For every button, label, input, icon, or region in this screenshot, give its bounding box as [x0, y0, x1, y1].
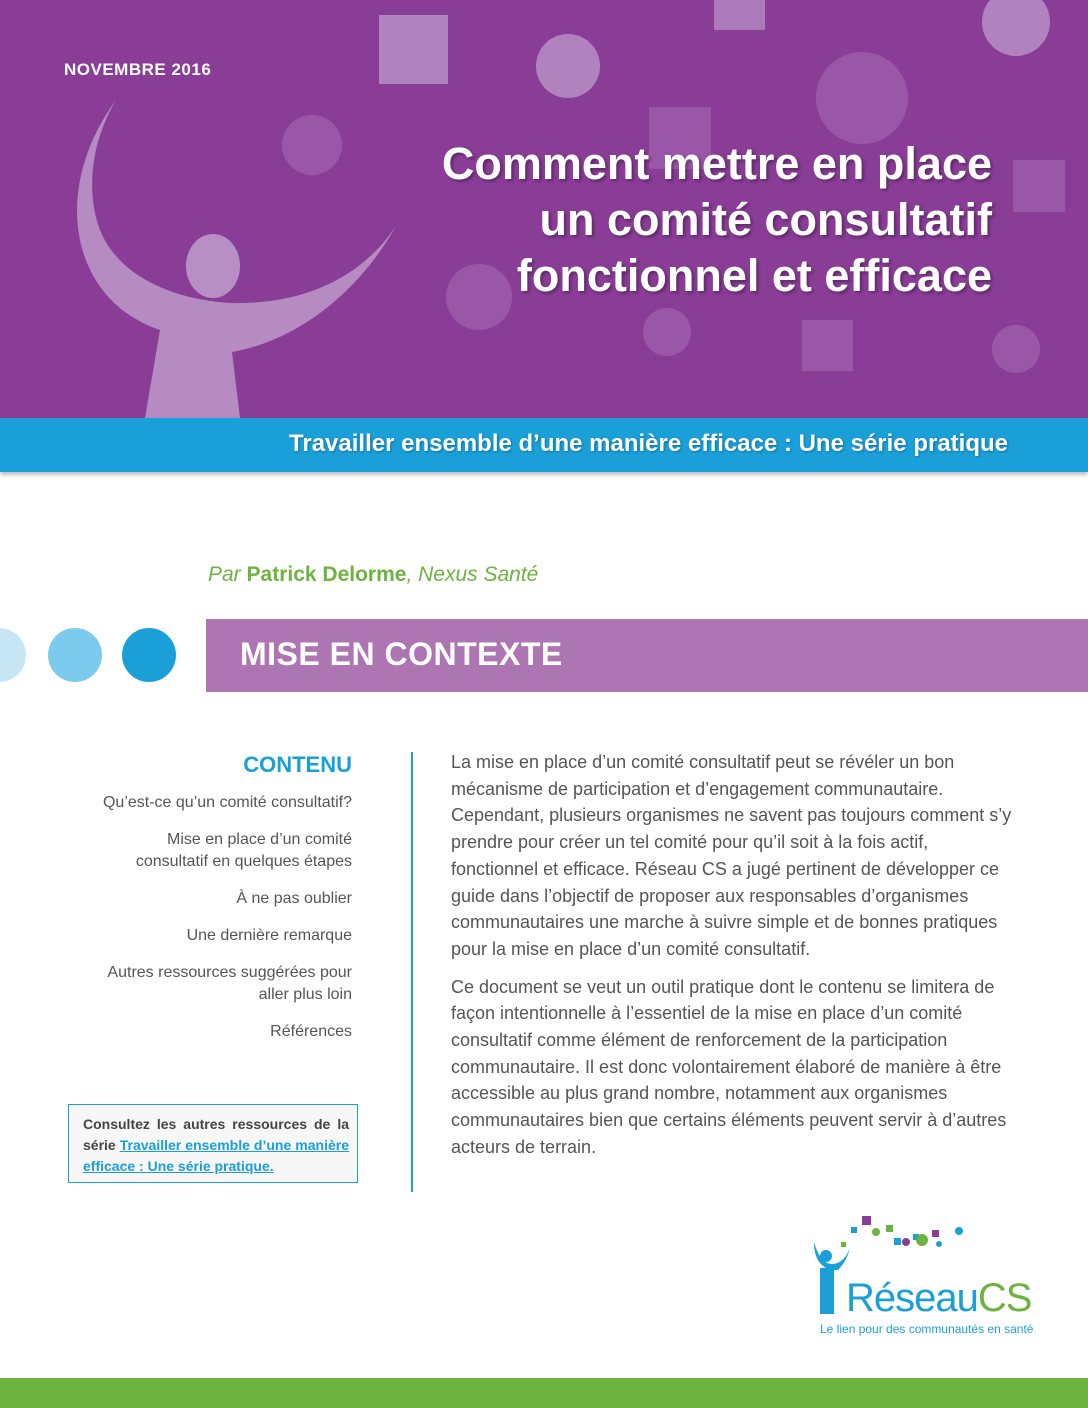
- toc-item[interactable]: À ne pas oublier: [236, 890, 352, 907]
- title-line: Comment mettre en place: [441, 138, 992, 189]
- logo-tagline: Le lien pour des communautés en santé: [820, 1322, 1034, 1336]
- publication-date: NOVEMBRE 2016: [64, 60, 212, 79]
- author-line: [208, 563, 538, 587]
- page-title: [352, 136, 992, 304]
- table-of-contents: [100, 752, 352, 1058]
- body-paragraph: Ce document se veut un outil pratique dont le contenu se limitera de façon intentionnelle à l’essentiel de la mise en place d’un comité consultatif comme élément de renforcement de la participation communautaire. Il est donc volontairement élaboré de manière à être accessible au plus grand nombre, notamment aux organismes communautaires bien que certains éléments peuvent servir à d’autres acteurs de terrain.: [451, 976, 1007, 1157]
- body-paragraph: La mise en place d’un comité consultatif peut se révéler un bon mécanisme de participation et d’engagement communautaire. Cependant, plusieurs organismes ne savent pas toujours comment s’y prendre pour créer un tel comité pour qu’il soit à la fois actif, fonctionnel et efficace. Réseau CS a jugé pertinent de développer ce guide dans l’objectif de proposer aux responsables d’organismes communautaires une marche à suivre simple et de bonnes pratiques pour la mise en place d’un comité consultatif.: [451, 752, 1012, 959]
- toc-item[interactable]: Autres ressources suggérées pour aller plus loin: [107, 964, 352, 1003]
- title-line: fonctionnel et efficace: [516, 250, 992, 301]
- decorative-dot-light: [0, 628, 26, 682]
- author-name: Patrick Delorme: [246, 563, 407, 586]
- decorative-dot-medium: [48, 628, 102, 682]
- section-header: [206, 619, 1088, 692]
- toc-item[interactable]: Qu’est-ce qu’un comité consultatif?: [102, 794, 352, 811]
- main-body: [451, 749, 1013, 1172]
- author-prefix: Par: [208, 563, 241, 586]
- series-link[interactable]: Travailler ensemble d’une manière efficace : Une série pratique.: [83, 1137, 349, 1174]
- column-divider: [411, 752, 413, 1192]
- toc-item[interactable]: Références: [270, 1023, 352, 1040]
- toc-item[interactable]: Mise en place d’un comité consultatif en quelques étapes: [135, 831, 352, 870]
- section-title: MISE EN CONTEXTE: [240, 636, 563, 672]
- author-org: , Nexus Santé: [406, 563, 539, 586]
- resources-callout: [68, 1104, 358, 1183]
- header-banner: [0, 0, 1088, 418]
- callout-text: Consultez les autres ressources de la série: [83, 1116, 349, 1153]
- toc-item[interactable]: Une dernière remarque: [186, 927, 352, 944]
- footer-band: [0, 1378, 1088, 1408]
- series-band: [0, 418, 1088, 472]
- logo-wordmark: RéseauCS: [846, 1276, 1032, 1320]
- decorative-dot-dark: [122, 628, 176, 682]
- series-title: Travailler ensemble d’une manière efficace : Une série pratique: [289, 430, 1008, 457]
- reseau-cs-logo: [806, 1212, 1046, 1342]
- toc-title: CONTENU: [243, 752, 352, 777]
- title-line: un comité consultatif: [539, 194, 992, 245]
